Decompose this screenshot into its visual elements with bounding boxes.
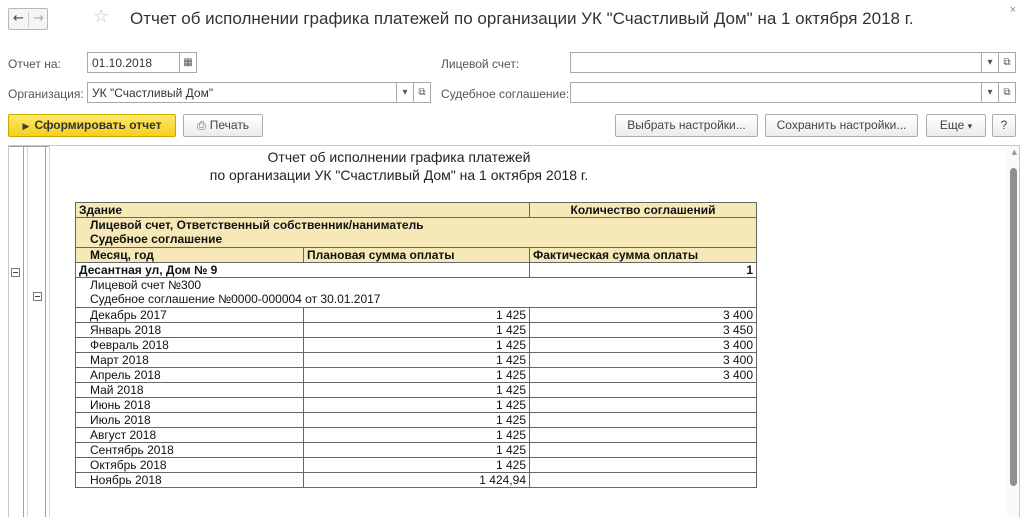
month-cell: Март 2018 — [76, 353, 304, 368]
header-building: Здание — [76, 203, 530, 218]
actual-cell: 3 400 — [530, 338, 757, 353]
planned-cell: 1 425 — [304, 443, 530, 458]
planned-cell: 1 424,94 — [304, 473, 530, 488]
outline-gutter — [27, 146, 28, 517]
chevron-down-icon[interactable]: ▾ — [981, 82, 999, 103]
month-cell: Февраль 2018 — [76, 338, 304, 353]
organization-label: Организация: — [8, 87, 84, 101]
actual-cell — [530, 458, 757, 473]
table-row — [76, 473, 757, 488]
month-cell: Апрель 2018 — [76, 368, 304, 383]
scroll-up-icon[interactable]: ▲ — [1011, 148, 1017, 156]
planned-cell: 1 425 — [304, 383, 530, 398]
vertical-scrollbar[interactable] — [1007, 146, 1019, 517]
chevron-down-icon[interactable]: ▾ — [981, 52, 999, 73]
report-subtitle: по организации УК "Счастливый Дом" на 1 октября 2018 г. — [209, 167, 589, 183]
month-cell: Январь 2018 — [76, 323, 304, 338]
report-table — [75, 202, 757, 488]
planned-cell: 1 425 — [304, 428, 530, 443]
court-agreement-input[interactable] — [570, 82, 982, 103]
actual-cell: 3 450 — [530, 323, 757, 338]
group-count: 1 — [530, 263, 757, 278]
month-cell: Декабрь 2017 — [76, 308, 304, 323]
collapse-subgroup-icon[interactable] — [33, 292, 42, 301]
actual-cell — [530, 398, 757, 413]
header-row — [76, 218, 757, 233]
report-date-label: Отчет на: — [8, 57, 61, 71]
actual-cell: 3 400 — [530, 353, 757, 368]
planned-cell: 1 425 — [304, 323, 530, 338]
chevron-down-icon: ▾ — [967, 122, 973, 132]
month-cell: Август 2018 — [76, 428, 304, 443]
outline-gutter — [23, 146, 24, 517]
actual-cell — [530, 473, 757, 488]
account-label: Лицевой счет: — [441, 57, 520, 71]
navigation-buttons — [8, 8, 48, 30]
table-row — [76, 353, 757, 368]
group-agreement[interactable]: Судебное соглашение №0000-000004 от 30.01.2017 — [76, 293, 757, 308]
actual-cell — [530, 413, 757, 428]
play-icon: ▶ — [22, 122, 30, 132]
group-building[interactable]: Десантная ул, Дом № 9 — [76, 263, 530, 278]
scrollbar-thumb[interactable] — [1010, 168, 1017, 486]
table-row — [76, 428, 757, 443]
print-label: Печать — [209, 118, 250, 132]
header-row — [76, 248, 757, 263]
header-court-agreement: Судебное соглашение — [76, 233, 757, 248]
month-cell: Сентябрь 2018 — [76, 443, 304, 458]
print-button[interactable] — [183, 114, 263, 137]
month-cell: Май 2018 — [76, 383, 304, 398]
header-row — [76, 203, 757, 218]
month-cell: Июль 2018 — [76, 413, 304, 428]
report-title: Отчет об исполнении графика платежей — [267, 149, 531, 165]
table-row — [76, 383, 757, 398]
header-month: Месяц, год — [76, 248, 304, 263]
calendar-icon[interactable]: ▦ — [179, 52, 197, 73]
planned-cell: 1 425 — [304, 353, 530, 368]
header-account-owner: Лицевой счет, Ответственный собственник/наниматель — [76, 218, 757, 233]
table-row — [76, 368, 757, 383]
help-button[interactable]: ? — [992, 114, 1016, 137]
actual-cell — [530, 383, 757, 398]
collapse-group-icon[interactable] — [11, 268, 20, 277]
actual-cell — [530, 428, 757, 443]
organization-input[interactable]: УК "Счастливый Дом" — [87, 82, 397, 103]
planned-cell: 1 425 — [304, 368, 530, 383]
outline-gutter — [49, 146, 50, 517]
actual-cell — [530, 443, 757, 458]
more-button[interactable] — [926, 114, 986, 137]
report-area[interactable] — [8, 145, 1020, 517]
chevron-down-icon[interactable]: ▾ — [396, 82, 414, 103]
account-input[interactable] — [570, 52, 982, 73]
header-planned: Плановая сумма оплаты — [304, 248, 530, 263]
header-row — [76, 233, 757, 248]
outline-line — [9, 146, 49, 147]
outline-gutter — [45, 146, 46, 517]
header-actual: Фактическая сумма оплаты — [530, 248, 757, 263]
table-row — [76, 398, 757, 413]
court-agreement-label: Судебное соглашение: — [441, 87, 570, 101]
table-row — [76, 308, 757, 323]
table-row — [76, 413, 757, 428]
printer-icon: ⎙ — [196, 119, 206, 132]
subgroup-row — [76, 278, 757, 293]
table-row — [76, 443, 757, 458]
planned-cell: 1 425 — [304, 308, 530, 323]
planned-cell: 1 425 — [304, 413, 530, 428]
planned-cell: 1 425 — [304, 398, 530, 413]
arrow-left-icon[interactable]: ← — [13, 11, 24, 26]
month-cell: Ноябрь 2018 — [76, 473, 304, 488]
star-icon[interactable]: ☆ — [93, 6, 110, 27]
open-icon[interactable]: ⧉ — [998, 82, 1016, 103]
table-row — [76, 338, 757, 353]
save-settings-button[interactable]: Сохранить настройки... — [765, 114, 918, 137]
open-icon[interactable]: ⧉ — [998, 52, 1016, 73]
window-title: Отчет об исполнении графика платежей по организации УК "Счастливый Дом" на 1 октября 2018 г. — [130, 9, 914, 28]
close-icon[interactable]: × — [1009, 4, 1016, 16]
actual-cell: 3 400 — [530, 308, 757, 323]
actual-cell: 3 400 — [530, 368, 757, 383]
window-titlebar — [0, 0, 1024, 38]
planned-cell: 1 425 — [304, 338, 530, 353]
more-label: Еще — [939, 118, 965, 132]
arrow-right-icon[interactable]: → — [33, 11, 44, 26]
open-icon[interactable]: ⧉ — [413, 82, 431, 103]
generate-report-label: Сформировать отчет — [34, 118, 162, 132]
header-agreements-count: Количество соглашений — [530, 203, 757, 218]
choose-settings-button[interactable]: Выбрать настройки... — [615, 114, 758, 137]
planned-cell: 1 425 — [304, 458, 530, 473]
generate-report-button[interactable] — [8, 114, 176, 137]
subgroup-row — [76, 293, 757, 308]
month-cell: Июнь 2018 — [76, 398, 304, 413]
report-date-input[interactable]: 01.10.2018 — [87, 52, 180, 73]
group-row — [76, 263, 757, 278]
table-row — [76, 458, 757, 473]
month-cell: Октябрь 2018 — [76, 458, 304, 473]
table-row — [76, 323, 757, 338]
group-account[interactable]: Лицевой счет №300 — [76, 278, 757, 293]
